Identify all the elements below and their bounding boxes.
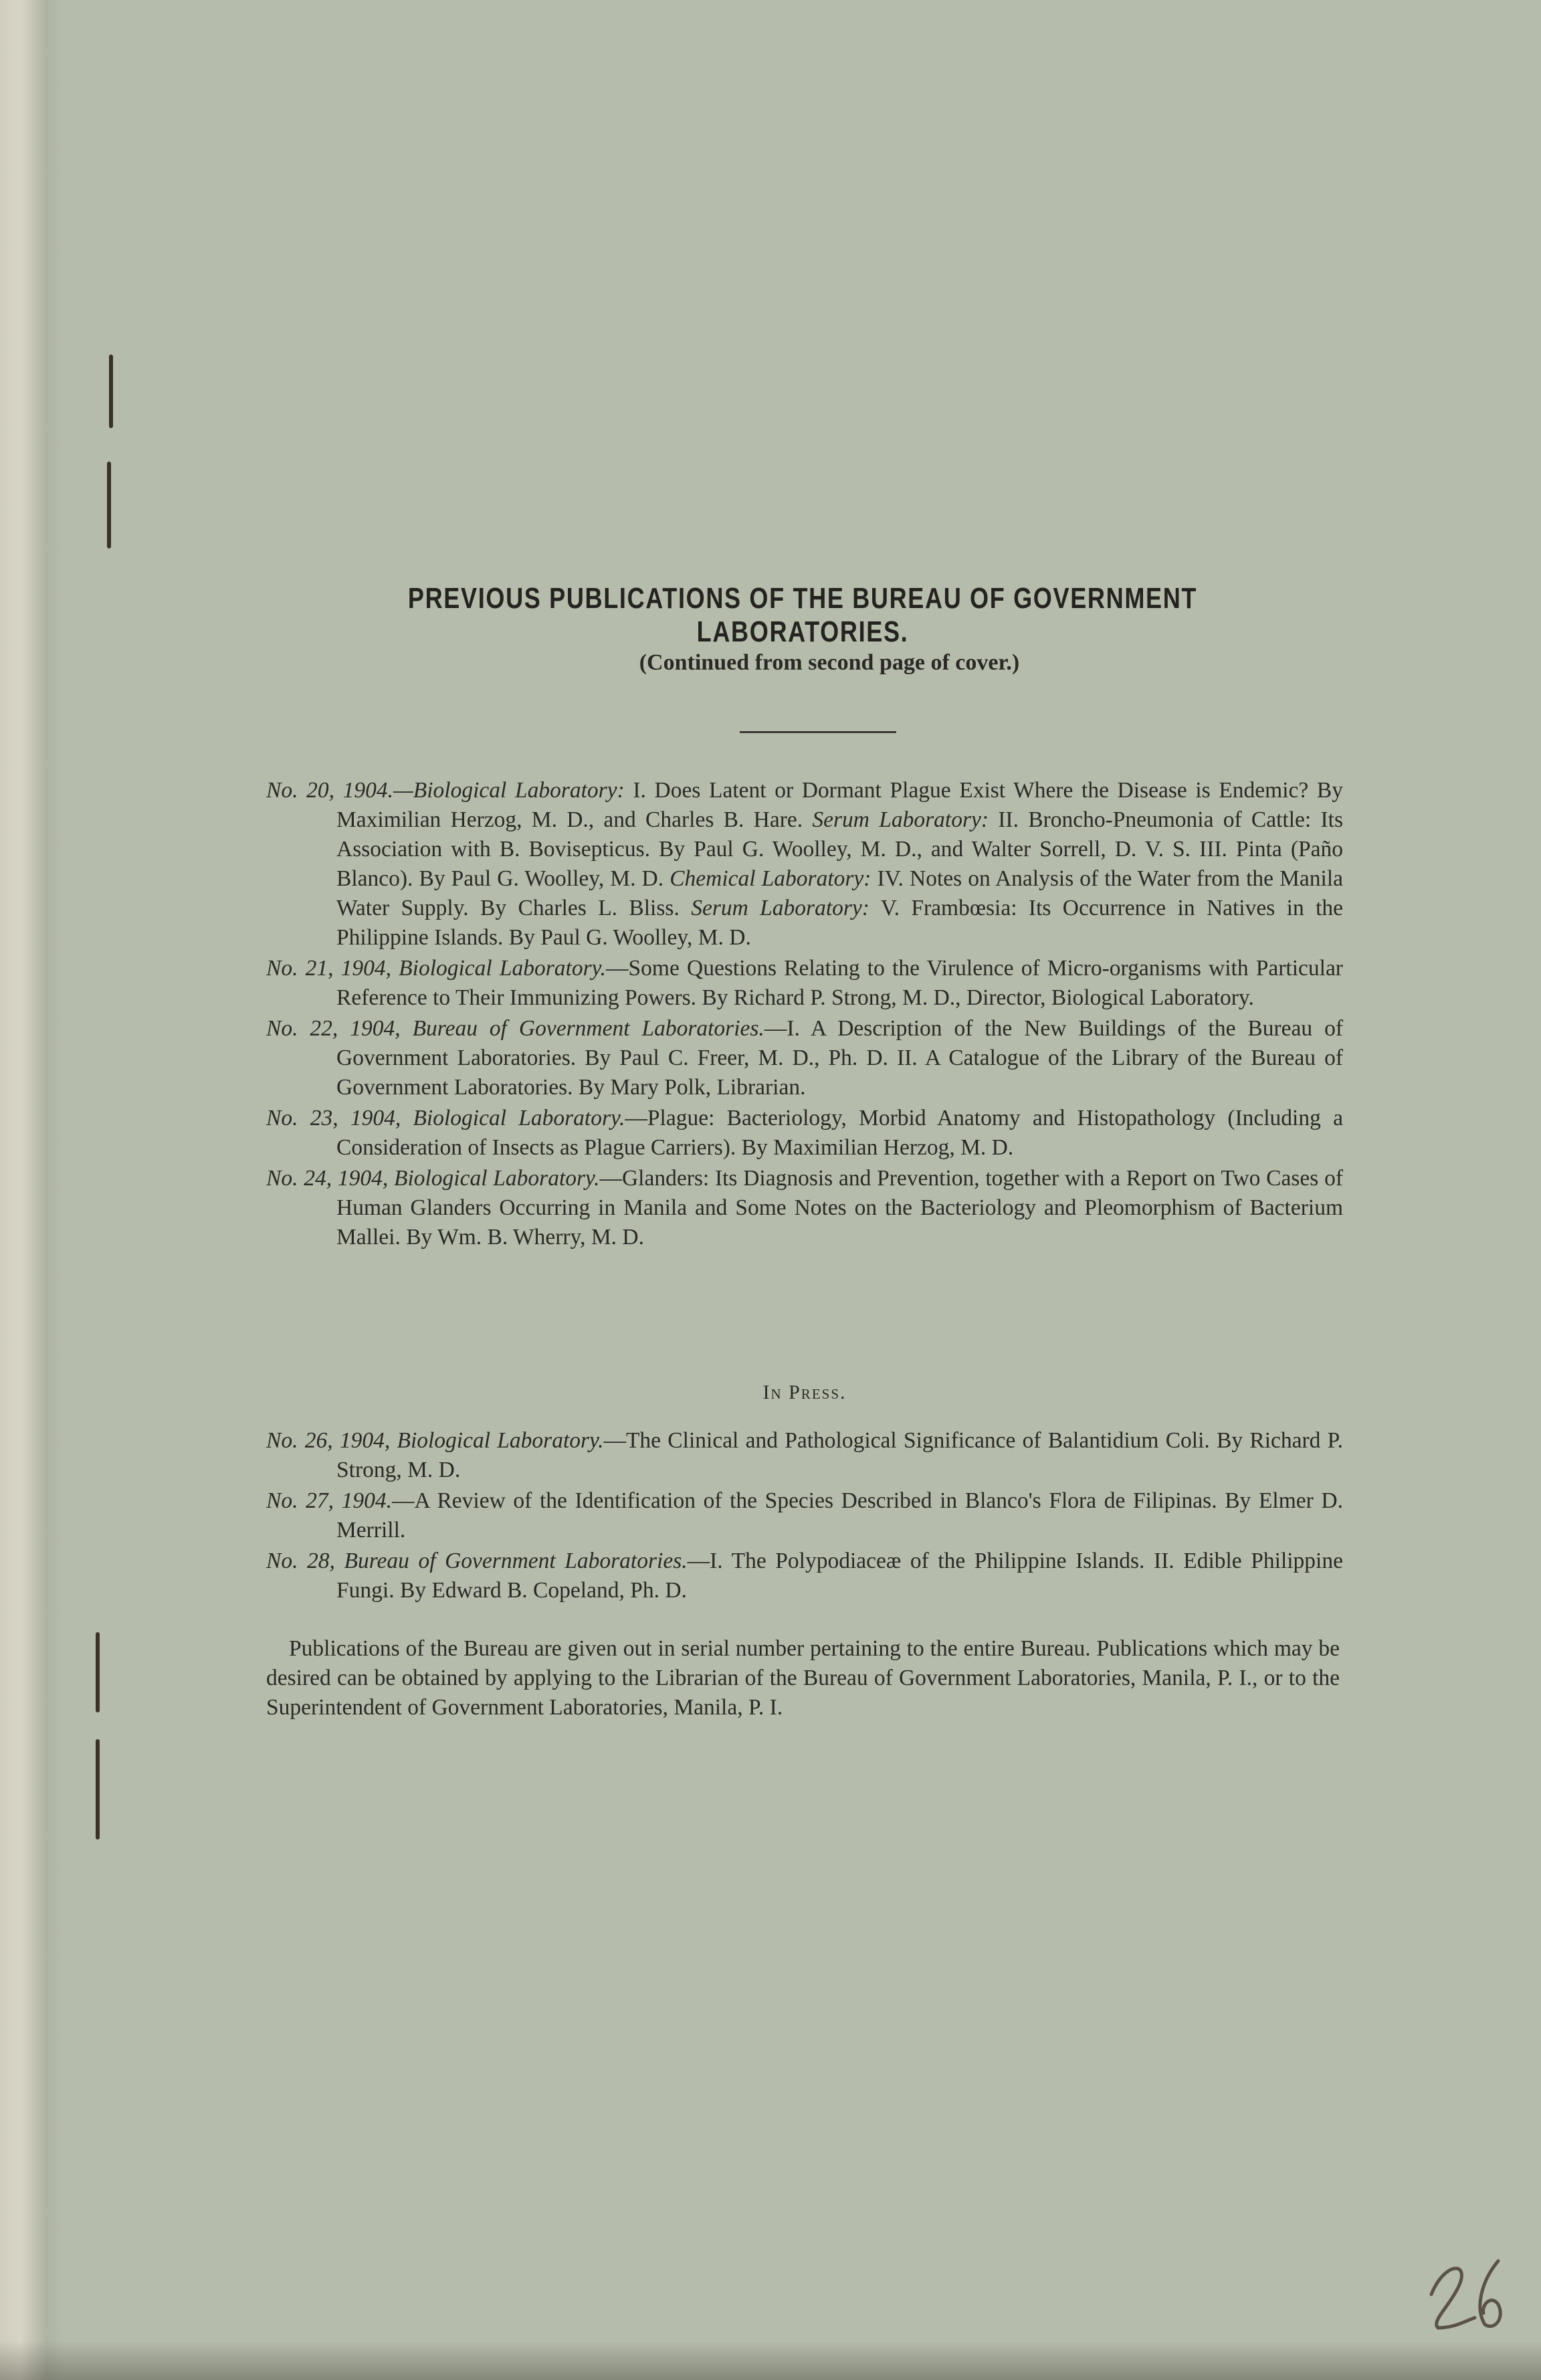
closing-note: Publications of the Bureau are given out in serial number pertaining to the entire Bureau. Publications which may be desired can be obtained by applying to the Librarian of the Bureau of Government Laboratories, Manila, P. I., or to the Superintendent of Government Laboratories, Manila, P. I. (266, 1636, 1340, 1720)
laboratory-name: Biological Laboratory. (413, 1106, 625, 1130)
publication-entry (266, 954, 1343, 1013)
publication-text: —I. A Description of the New Buildings of the Bureau of Government Laboratories. By Paul C. Freer, M. D., Ph. D. II. A Catalogue of the Library of the Bureau of Government Laboratories. By Mary Polk, Librarian. (336, 1016, 1344, 1100)
page-subtitle: (Continued from second page of cover.) (639, 650, 1020, 675)
publication-number: No. 21, 1904, (266, 956, 399, 981)
publication-text: II. Broncho-Pneumonia of Cattle: Its Association with B. Bovisepticus. By Paul G. Woolley, M. D., and Walter Sorrell, D. V. S. III. Pinta (Paño Blanco). By Paul G. Woolley, M. D. (336, 807, 1343, 891)
publication-entry (266, 1426, 1343, 1485)
binding-stitch (107, 462, 111, 549)
in-press-heading: In Press. (762, 1381, 847, 1403)
publication-text: I. Does Latent or Dormant Plague Exist Where the Disease is Endemic? By Maximilian Herzog, M. D., and Charles B. Hare. (336, 778, 1343, 832)
binding-stitch (109, 355, 113, 428)
publication-text: V. Frambœsia: Its Occurrence in Natives in the Philippine Islands. By Paul G. Woolley, M. D. (336, 896, 1344, 950)
binding-stitch (96, 1632, 100, 1712)
publication-entry (266, 776, 1343, 953)
publication-text: IV. Notes on Analysis of the Water from the Manila Water Supply. By Charles L. Bliss. (336, 866, 1343, 920)
publication-entry (266, 1486, 1343, 1545)
laboratory-name: Serum Laboratory: (812, 807, 989, 832)
in-press-list (266, 1426, 1343, 1607)
publication-entry (266, 1547, 1343, 1605)
publication-number: No. 24, 1904, (266, 1166, 394, 1191)
publication-number: No. 23, 1904, (266, 1106, 413, 1130)
laboratory-name: Bureau of Government Laboratories. (412, 1016, 764, 1041)
laboratory-name: Bureau of Government Laboratories. (344, 1549, 688, 1573)
publication-entry (266, 1164, 1343, 1252)
page-title: PREVIOUS PUBLICATIONS OF THE BUREAU OF GOVERNMENT LABORATORIES. (407, 582, 1198, 648)
laboratory-name: Chemical Laboratory: (670, 866, 871, 891)
publication-list (266, 776, 1343, 1254)
publication-number: No. 26, 1904, (266, 1428, 397, 1453)
publication-number: No. 20, 1904.— (266, 778, 413, 803)
laboratory-name: Serum Laboratory: (691, 896, 869, 920)
publication-text: —Some Questions Relating to the Virulence of Micro-organisms with Particular Reference to Their Immunizing Powers. By Richard P. Strong, M. D., Director, Biological Laboratory. (336, 956, 1343, 1010)
publication-text: —Glanders: Its Diagnosis and Prevention, together with a Report on Two Cases of Human Glanders Occurring in Manila and Some Notes on the Bacteriology and Pleomorphism of Bacterium Mallei. By Wm. B. Wherry, M. D. (336, 1166, 1343, 1250)
publication-entry (266, 1104, 1343, 1163)
publication-number: No. 22, 1904, (266, 1016, 413, 1041)
laboratory-name: Biological Laboratory. (397, 1428, 604, 1453)
binding-stitch (96, 1739, 100, 1840)
publication-text: —A Review of the Identification of the Species Described in Blanco's Flora de Filipinas. By Elmer D. Merrill. (336, 1488, 1343, 1543)
handwritten-folio-number (1418, 2248, 1518, 2335)
laboratory-name: Biological Laboratory. (399, 956, 607, 981)
divider-rule (740, 731, 896, 733)
laboratory-name: Biological Laboratory. (393, 1166, 600, 1191)
bottom-shadow (0, 2340, 1541, 2380)
binding-edge (0, 0, 64, 2380)
publication-text: —I. The Polypodiaceæ of the Philippine Islands. II. Edible Philippine Fungi. By Edward B. Copeland, Ph. D. (336, 1549, 1343, 1603)
publication-text: —The Clinical and Pathological Significance of Balantidium Coli. By Richard P. Strong, M. D. (336, 1428, 1343, 1482)
publication-entry (266, 1014, 1343, 1102)
publication-number: No. 28, (266, 1549, 344, 1573)
laboratory-name: Biological Laboratory: (413, 778, 625, 803)
publication-number: No. 27, 1904. (266, 1488, 392, 1513)
publication-text: —Plague: Bacteriology, Morbid Anatomy and Histopathology (Including a Consideration of Insects as Plague Carriers). By Maximilian Herzog, M. D. (336, 1106, 1343, 1160)
